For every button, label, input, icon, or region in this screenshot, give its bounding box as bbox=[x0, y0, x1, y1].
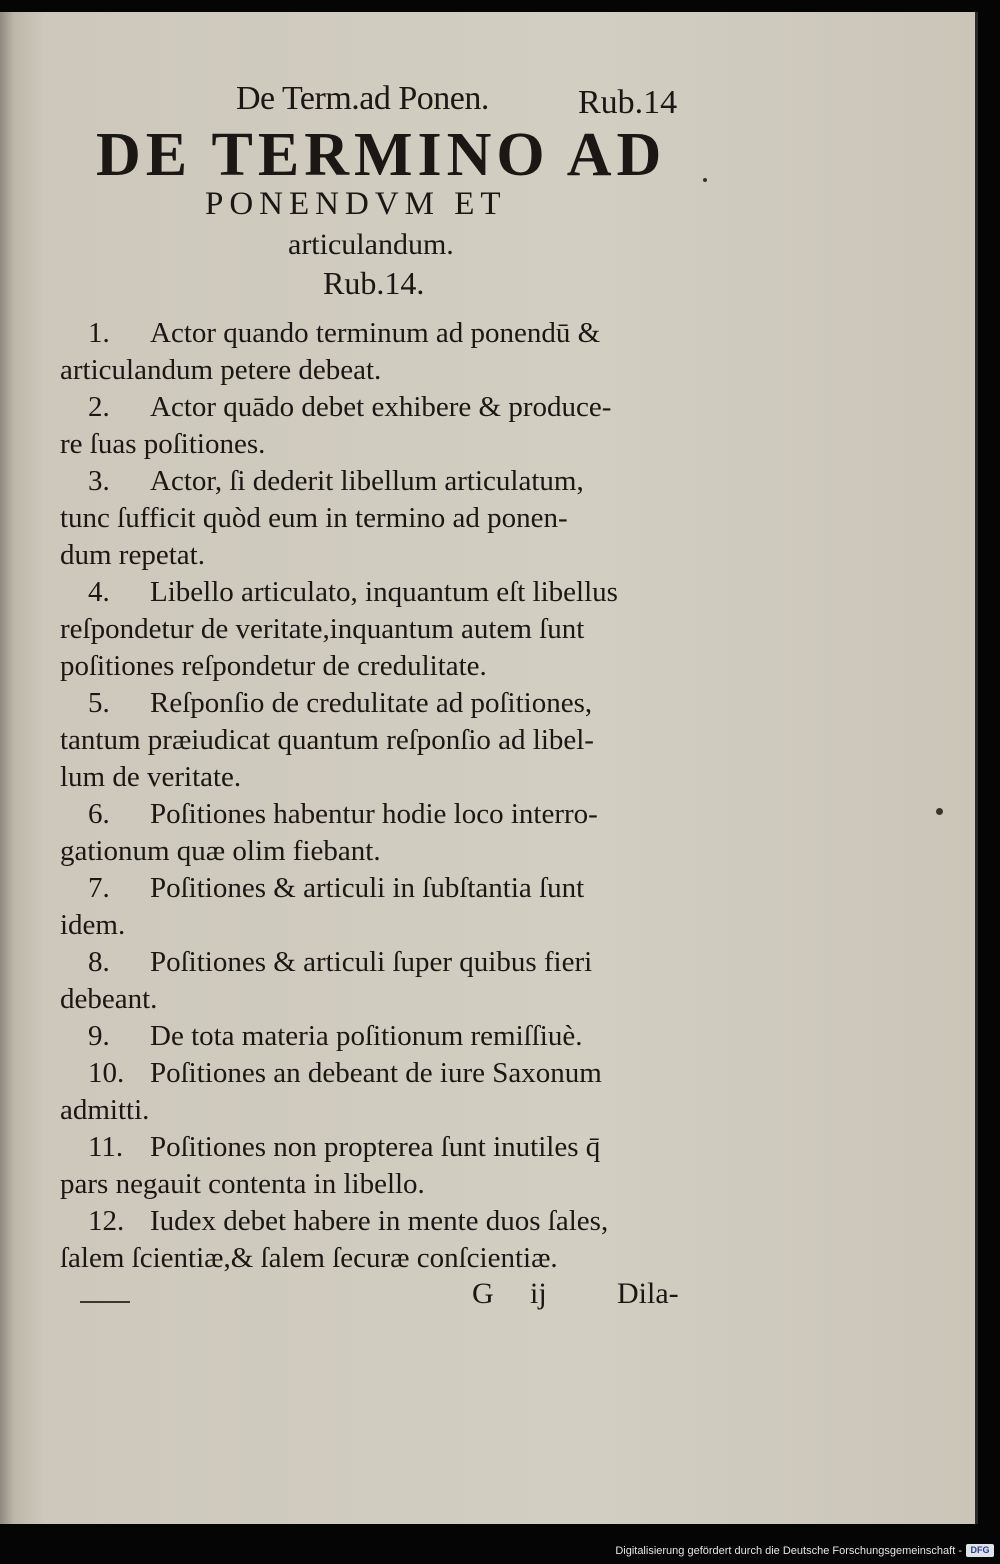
summary-line bbox=[60, 463, 700, 500]
title-line-1: DE TERMINO AD bbox=[96, 121, 667, 189]
summary-entry bbox=[60, 1129, 700, 1203]
entry-number: 1. bbox=[88, 317, 110, 349]
summary-line bbox=[60, 611, 700, 648]
entry-text: idem. bbox=[60, 909, 126, 941]
entry-text: admitti. bbox=[60, 1094, 150, 1126]
entry-number: 8. bbox=[88, 946, 110, 978]
credit-bar bbox=[0, 1540, 1000, 1564]
dfg-logo-icon: DFG bbox=[966, 1544, 994, 1557]
signature-number: ij bbox=[530, 1277, 547, 1310]
title-line-3: articulandum. bbox=[288, 228, 454, 261]
ink-speck bbox=[703, 178, 707, 182]
summary-line bbox=[60, 833, 700, 870]
entry-number: 12. bbox=[88, 1205, 125, 1237]
entry-text: articulandum petere debeat. bbox=[60, 354, 382, 386]
entry-text: Poſitiones & articuli ſuper quibus fieri bbox=[150, 946, 593, 978]
entry-number: 3. bbox=[88, 465, 110, 497]
entry-number: 2. bbox=[88, 391, 110, 423]
entry-text: Poſitiones habentur hodie loco interro- bbox=[150, 798, 598, 830]
running-head-right: Rub.14 bbox=[578, 84, 678, 121]
summary-line bbox=[60, 870, 700, 907]
entry-number: 10. bbox=[88, 1057, 125, 1089]
summary-entry bbox=[60, 1018, 700, 1055]
entry-text: pars negauit contenta in libello. bbox=[60, 1168, 425, 1200]
summary-entry bbox=[60, 315, 700, 389]
summary-entry bbox=[60, 1055, 700, 1129]
entry-text: gationum quæ olim fiebant. bbox=[60, 835, 381, 867]
entry-number: 9. bbox=[88, 1020, 110, 1052]
summary-line bbox=[60, 1203, 700, 1240]
summary-line bbox=[60, 796, 700, 833]
title-line-2: PONENDVM ET bbox=[205, 186, 507, 222]
title-line-4: Rub.14. bbox=[323, 265, 425, 301]
summary-entry bbox=[60, 944, 700, 1018]
summary-line bbox=[60, 537, 700, 574]
summary-entry bbox=[60, 685, 700, 796]
entry-number: 4. bbox=[88, 576, 110, 608]
entry-text: ſalem ſcientiæ,& ſalem ſecuræ conſcientiæ. bbox=[60, 1242, 558, 1274]
summary-entry bbox=[60, 1203, 700, 1277]
entry-number: 5. bbox=[88, 687, 110, 719]
entry-text: Libello articulato, inquantum eſt libellus bbox=[150, 576, 618, 608]
summary-line bbox=[60, 426, 700, 463]
summary-line bbox=[60, 685, 700, 722]
entry-text: De tota materia poſitionum remiſſiuè. bbox=[150, 1020, 583, 1052]
summary-line bbox=[60, 574, 700, 611]
summary-line bbox=[60, 722, 700, 759]
entry-number: 11. bbox=[88, 1131, 124, 1163]
summary-line bbox=[60, 648, 700, 685]
summary-entry bbox=[60, 389, 700, 463]
footer-mark bbox=[80, 1301, 130, 1303]
entry-text: Actor, ſi dederit libellum articulatum, bbox=[150, 465, 584, 497]
signature-mark: G bbox=[472, 1277, 494, 1310]
entry-number: 6. bbox=[88, 798, 110, 830]
book-page bbox=[0, 12, 978, 1524]
entry-number: 7. bbox=[88, 872, 110, 904]
summary-line bbox=[60, 1166, 700, 1203]
entry-text: reſpondetur de veritate,inquantum autem ſunt bbox=[60, 613, 585, 645]
summary-entry bbox=[60, 574, 700, 685]
summary-line bbox=[60, 1092, 700, 1129]
entry-text: tantum præiudicat quantum reſponſio ad libel- bbox=[60, 724, 594, 756]
summary-line bbox=[60, 352, 700, 389]
entry-text: Actor quando terminum ad ponendū & bbox=[150, 317, 601, 349]
running-head-left: De Term.ad Ponen. bbox=[236, 80, 489, 117]
summary-line bbox=[60, 315, 700, 352]
summary-list bbox=[60, 315, 700, 1277]
page-footer bbox=[0, 1277, 975, 1317]
catchword: Dila- bbox=[617, 1277, 679, 1310]
summary-entry bbox=[60, 463, 700, 574]
summary-entry bbox=[60, 870, 700, 944]
credit-text: Digitalisierung gefördert durch die Deutsche Forschungsgemeinschaft - bbox=[615, 1545, 962, 1557]
entry-text: re ſuas poſitiones. bbox=[60, 428, 266, 460]
entry-text: dum repetat. bbox=[60, 539, 205, 571]
summary-line bbox=[60, 981, 700, 1018]
entry-text: debeant. bbox=[60, 983, 158, 1015]
entry-text: lum de veritate. bbox=[60, 761, 242, 793]
entry-text: Iudex debet habere in mente duos ſales, bbox=[150, 1205, 609, 1237]
running-head bbox=[0, 74, 975, 124]
ink-speck bbox=[936, 808, 943, 815]
summary-line bbox=[60, 1018, 700, 1055]
summary-line bbox=[60, 500, 700, 537]
entry-text: Poſitiones an debeant de iure Saxonum bbox=[150, 1057, 602, 1089]
summary-entry bbox=[60, 796, 700, 870]
summary-line bbox=[60, 759, 700, 796]
entry-text: Poſitiones & articuli in ſubſtantia ſunt bbox=[150, 872, 585, 904]
summary-line bbox=[60, 1129, 700, 1166]
entry-text: Actor quādo debet exhibere & produce- bbox=[150, 391, 612, 423]
entry-text: tunc ſufficit quòd eum in termino ad ponen- bbox=[60, 502, 568, 534]
summary-line bbox=[60, 907, 700, 944]
entry-text: Reſponſio de credulitate ad poſitiones, bbox=[150, 687, 593, 719]
summary-line bbox=[60, 1055, 700, 1092]
summary-line bbox=[60, 944, 700, 981]
summary-line bbox=[60, 1240, 700, 1277]
entry-text: poſitiones reſpondetur de credulitate. bbox=[60, 650, 487, 682]
summary-line bbox=[60, 389, 700, 426]
entry-text: Poſitiones non propterea ſunt inutiles q̄ bbox=[150, 1131, 601, 1163]
